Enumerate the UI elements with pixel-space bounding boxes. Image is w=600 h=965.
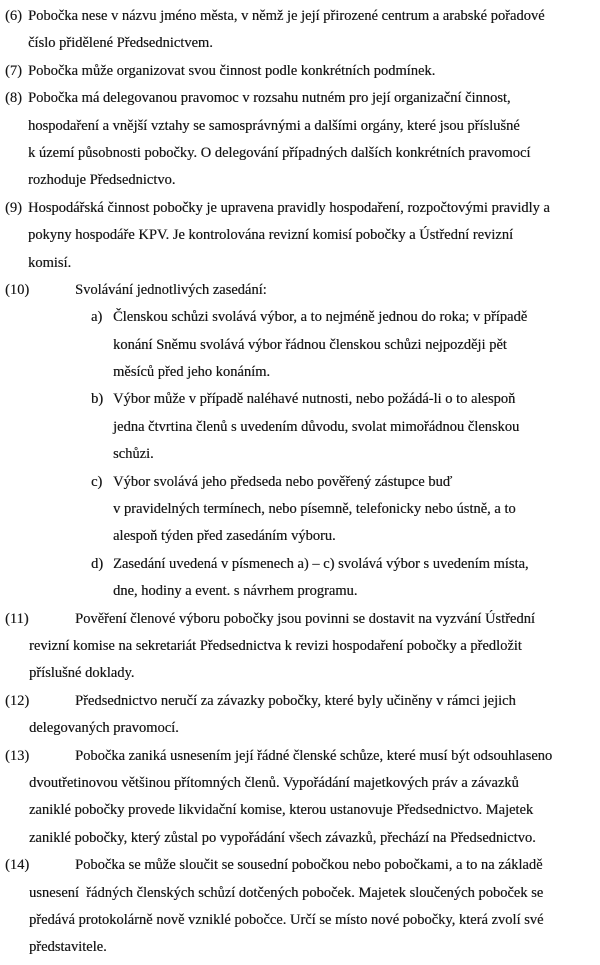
paragraph-number-marker: (10) bbox=[5, 281, 30, 298]
line-text: revizní komise na sekretariát Předsednictva k revizi hospodaření pobočky a předložit bbox=[29, 637, 522, 654]
line-text: Zasedání uvedená v písmenech a) – c) svolává výbor s uvedením místa, bbox=[113, 555, 529, 572]
line-text: dvoutřetinovou většinou přítomných členů. Vypořádání majetkových práv a závazků bbox=[29, 774, 519, 791]
paragraph-number-marker: (8) bbox=[5, 90, 22, 107]
line-text: představitele. bbox=[29, 939, 107, 956]
paragraph-number-marker: (13) bbox=[5, 747, 30, 764]
text-line bbox=[0, 797, 600, 824]
text-line bbox=[0, 85, 600, 112]
text-line bbox=[0, 140, 600, 167]
line-text: Pověření členové výboru pobočky jsou povinni se dostavit na vyzvání Ústřední bbox=[75, 610, 535, 627]
paragraph-number-marker: (14) bbox=[5, 857, 30, 874]
line-text: předává protokolárně nově vzniklé pobočce. Určí se místo nové pobočky, která zvolí své bbox=[29, 911, 544, 928]
line-text: alespoň týden před zasedáním výboru. bbox=[113, 528, 336, 545]
paragraph-number-marker: (11) bbox=[5, 610, 29, 627]
line-text: k území působnosti pobočky. O delegování případných dalších konkrétních pravomocí bbox=[28, 144, 531, 161]
sub-item-marker: a) bbox=[91, 309, 103, 326]
text-line bbox=[0, 113, 600, 140]
line-text: jedna čtvrtina členů s uvedením důvodu, svolat mimořádnou členskou bbox=[113, 418, 520, 435]
text-line bbox=[0, 195, 600, 222]
text-line bbox=[0, 332, 600, 359]
text-line bbox=[0, 3, 600, 30]
text-line bbox=[0, 496, 600, 523]
line-text: Členskou schůzi svolává výbor, a to nejméně jednou do roka; v případě bbox=[113, 309, 528, 326]
paragraph-number-marker: (6) bbox=[5, 8, 22, 24]
line-text: v pravidelných termínech, nebo písemně, telefonicky nebo ústně, a to bbox=[113, 501, 516, 518]
line-text: rozhoduje Předsednictvo. bbox=[28, 172, 176, 189]
text-line bbox=[0, 688, 600, 715]
text-line bbox=[0, 715, 600, 742]
text-line bbox=[0, 250, 600, 277]
line-text: delegovaných pravomocí. bbox=[29, 720, 179, 737]
text-line bbox=[0, 469, 600, 496]
line-text: pokyny hospodáře KPV. Je kontrolována revizní komisí pobočky a Ústřední revizní bbox=[28, 227, 513, 244]
line-text: konání Sněmu svolává výbor řádnou členskou schůzi nejpozději pět bbox=[113, 336, 507, 353]
text-line bbox=[0, 633, 600, 660]
line-text: komisí. bbox=[28, 254, 72, 271]
line-text: usnesení řádných členských schůzí dotčených poboček. Majetek sloučených poboček se bbox=[29, 884, 544, 901]
text-line bbox=[0, 386, 600, 413]
text-line bbox=[0, 825, 600, 852]
line-text: schůzi. bbox=[113, 446, 154, 463]
line-text: měsíců před jeho konáním. bbox=[113, 364, 271, 381]
text-line bbox=[0, 770, 600, 797]
text-line bbox=[0, 414, 600, 441]
line-text: Pobočka nese v názvu jméno města, v němž je její přirozené centrum a arabské pořadové bbox=[28, 8, 545, 24]
text-line bbox=[0, 523, 600, 550]
text-line bbox=[0, 277, 600, 304]
text-line bbox=[0, 907, 600, 934]
text-line bbox=[0, 359, 600, 386]
line-text: Výbor může v případě naléhavé nutnosti, nebo požádá-li o to alespoň bbox=[113, 391, 516, 408]
text-line bbox=[0, 304, 600, 331]
paragraph-number-marker: (12) bbox=[5, 692, 30, 709]
text-line bbox=[0, 852, 600, 879]
line-text: Pobočka může organizovat svou činnost podle konkrétních podmínek. bbox=[28, 62, 436, 79]
line-text: zaniklé pobočky, který zůstal po vypořádání všech závazků, přechází na Předsednictvo. bbox=[29, 829, 536, 846]
text-line bbox=[0, 58, 600, 85]
line-text: Pobočka se může sloučit se sousední pobočkou nebo pobočkami, a to na základě bbox=[75, 857, 543, 874]
text-line bbox=[0, 606, 600, 633]
text-line bbox=[0, 441, 600, 468]
text-line bbox=[0, 880, 600, 907]
text-line bbox=[0, 222, 600, 249]
line-text: Pobočka má delegovanou pravomoc v rozsahu nutném pro její organizační činnost, bbox=[28, 90, 511, 107]
line-text: Hospodářská činnost pobočky je upravena pravidly hospodaření, rozpočtovými pravidly a bbox=[28, 199, 550, 216]
line-text: číslo přidělené Předsednictvem. bbox=[28, 35, 213, 52]
sub-item-marker: b) bbox=[91, 391, 104, 408]
text-line bbox=[0, 578, 600, 605]
sub-item-marker: d) bbox=[91, 555, 104, 572]
line-text: Svolávání jednotlivých zasedání: bbox=[75, 281, 267, 298]
line-text: Výbor svolává jeho předseda nebo pověřený zástupce buď bbox=[113, 473, 453, 490]
text-line bbox=[0, 660, 600, 687]
text-line bbox=[0, 30, 600, 57]
sub-item-marker: c) bbox=[91, 473, 103, 490]
line-text: příslušné doklady. bbox=[29, 665, 135, 682]
line-text: zaniklé pobočky provede likvidační komise, kterou ustanovuje Předsednictvo. Majetek bbox=[29, 802, 534, 819]
text-line bbox=[0, 551, 600, 578]
text-line bbox=[0, 934, 600, 961]
paragraph-number-marker: (7) bbox=[5, 62, 22, 79]
line-text: hospodaření a vnější vztahy se samosprávnými a dalšími orgány, které jsou příslušné bbox=[28, 117, 520, 134]
paragraph-number-marker: (9) bbox=[5, 199, 22, 216]
line-text: Pobočka zaniká usnesením její řádné členské schůze, které musí být odsouhlaseno bbox=[75, 747, 553, 764]
text-line bbox=[0, 167, 600, 194]
text-line bbox=[0, 743, 600, 770]
line-text: dne, hodiny a event. s návrhem programu. bbox=[113, 583, 358, 600]
line-text: Předsednictvo neručí za závazky pobočky, které byly učiněny v rámci jejich bbox=[75, 692, 516, 709]
